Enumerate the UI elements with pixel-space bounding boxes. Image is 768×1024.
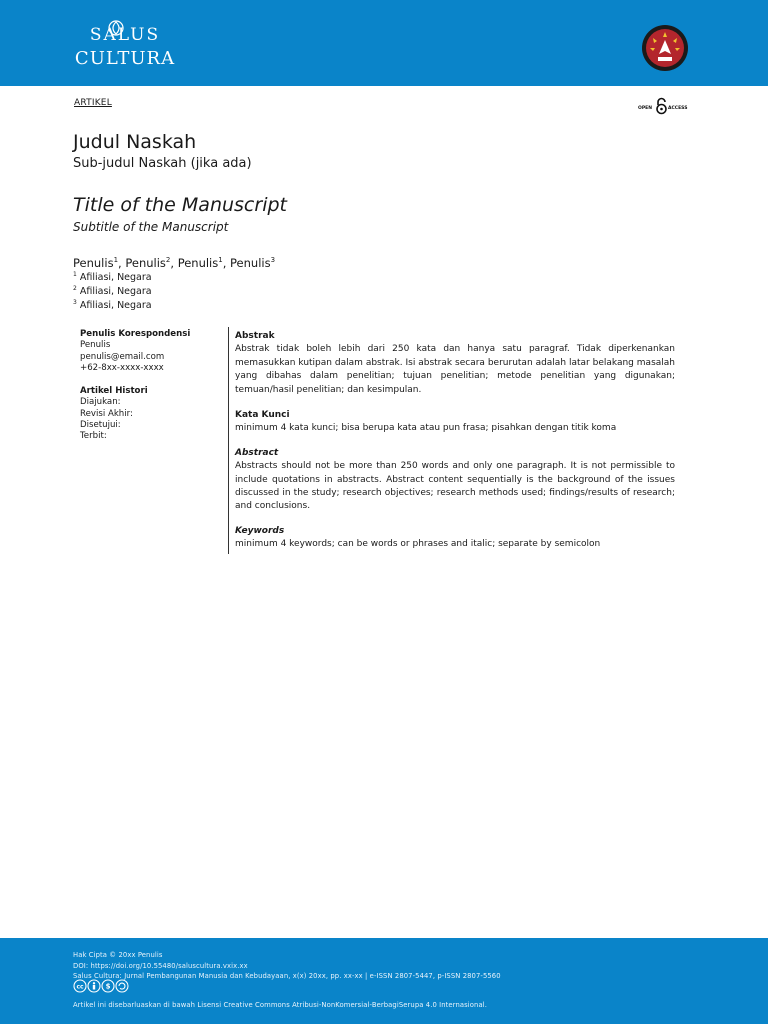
footer-copyright: Hak Cipta © 20xx Penulis bbox=[73, 951, 163, 959]
footer-license: Artikel ini disebarluaskan di bawah Lisensi Creative Commons Atribusi-NonKomersial-BerbagiSerupa 4.0 Internasional. bbox=[73, 1001, 487, 1009]
abstract-en-heading: Abstract bbox=[235, 447, 279, 458]
abstract-section bbox=[235, 330, 675, 552]
svg-text:cc: cc bbox=[76, 983, 84, 991]
keywords-en-text: minimum 4 keywords; can be words or phrases and italic; separate by semicolon bbox=[235, 539, 601, 550]
subtitle-indonesian: Sub-judul Naskah (jika ada) bbox=[73, 156, 252, 171]
footer-journal: Salus Cultura: Jurnal Pembangunan Manusia dan Kebudayaan, x(x) 20xx, pp. xx-xx | e-ISSN 2807-5447, p-ISSN 2807-5560 bbox=[73, 972, 501, 980]
correspondence-name: Penulis bbox=[80, 340, 111, 351]
keywords-id-text: minimum 4 kata kunci; bisa berupa kata atau pun frasa; pisahkan dengan titik koma bbox=[235, 423, 617, 434]
correspondence-phone: +62-8xx-xxxx-xxxx bbox=[80, 362, 164, 373]
affiliation-text: Afiliasi, Negara bbox=[79, 300, 152, 312]
title-english: Title of the Manuscript bbox=[73, 194, 287, 216]
abstract-id-text: Abstrak tidak boleh lebih dari 250 kata dan hanya satu paragraf. Tidak diperkenankan memasukkan kutipan dalam abstrak. Isi abstrak secara berurutan adalah latar belakang masalah yang dibahas dalam penelitian; tujuan penelitian; metode penelitian yang digunakan; temuan/hasil penelitian; dan kesimpulan. bbox=[235, 344, 675, 395]
author-sup: 1 bbox=[113, 256, 119, 265]
author-name: Penulis bbox=[230, 256, 271, 270]
footer-doi[interactable]: DOI: https://doi.org/10.55480/saluscultura.vxix.xx bbox=[73, 962, 248, 970]
affiliation-sup: 3 bbox=[73, 299, 77, 306]
ministry-emblem-icon bbox=[641, 24, 689, 72]
history-published: Terbit: bbox=[80, 431, 107, 442]
correspondence-email: penulis@email.com bbox=[80, 351, 165, 362]
author-name: Penulis bbox=[125, 256, 166, 270]
author-sup: 2 bbox=[165, 256, 171, 265]
open-access-left: OPEN bbox=[638, 106, 652, 111]
affiliation-line bbox=[73, 285, 152, 297]
keywords-en-heading: Keywords bbox=[235, 525, 285, 536]
history-heading: Artikel Histori bbox=[80, 386, 148, 397]
article-info-sidebar bbox=[80, 329, 220, 443]
affiliation-sup: 2 bbox=[73, 285, 77, 292]
logo-line2: CULTURA bbox=[74, 48, 176, 69]
article-type-label: ARTIKEL bbox=[74, 98, 112, 108]
affiliation-text: Afiliasi, Negara bbox=[79, 286, 152, 298]
author-name: Penulis bbox=[177, 256, 219, 270]
author-list: Penulis$^1$, Penulis$^2$, Penulis$^1$, Penulis$^3$ bbox=[73, 256, 276, 270]
salus-cultura-logo bbox=[72, 18, 178, 72]
affiliation-sup: 1 bbox=[73, 271, 77, 278]
correspondence-heading: Penulis Korespondensi bbox=[80, 329, 191, 339]
author-sup: 3 bbox=[270, 256, 276, 265]
history-accepted: Disetujui: bbox=[80, 420, 121, 431]
open-access-right: ACCESS bbox=[668, 106, 688, 111]
affiliation-line bbox=[73, 271, 152, 283]
history-revised: Revisi Akhir: bbox=[80, 408, 133, 419]
title-indonesian: Judul Naskah bbox=[73, 131, 197, 153]
history-submitted: Diajukan: bbox=[80, 397, 121, 408]
logo-line1: SALUS bbox=[89, 25, 161, 45]
author-name: Penulis bbox=[73, 256, 114, 270]
abstract-id-heading: Abstrak bbox=[235, 331, 275, 341]
column-divider bbox=[228, 327, 229, 554]
svg-text:$: $ bbox=[105, 982, 111, 991]
open-access-icon bbox=[638, 96, 690, 116]
header-band bbox=[0, 0, 768, 86]
affiliation-text: Afiliasi, Negara bbox=[79, 272, 152, 284]
subtitle-english: Subtitle of the Manuscript bbox=[73, 220, 229, 234]
cc-license-icon[interactable] bbox=[73, 979, 129, 993]
keywords-id-heading: Kata Kunci bbox=[235, 410, 290, 421]
author-sup: 1 bbox=[218, 256, 223, 265]
footer-band bbox=[0, 938, 768, 1024]
affiliation-line bbox=[73, 299, 152, 311]
abstract-en-text: Abstracts should not be more than 250 words and only one paragraph. It is not permissible to include quotations in abstracts. Abstract content sequentially is the background of the issues discussed in the study; research objectives; research methods used; findings/results of research; and conclusions. bbox=[235, 461, 675, 512]
